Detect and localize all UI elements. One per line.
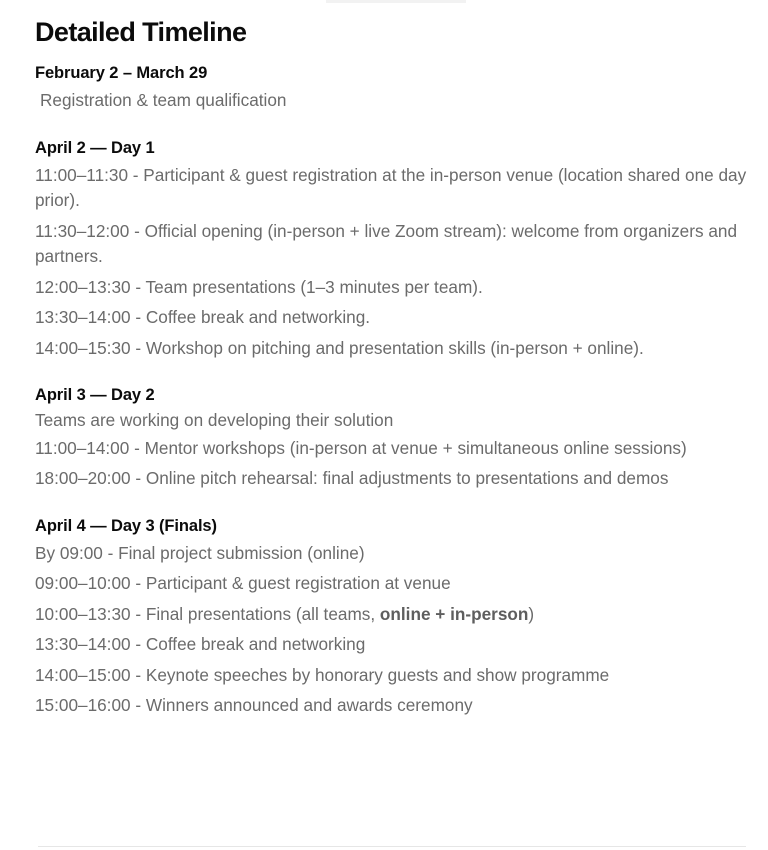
- day1-item: 13:30–14:00 - Coffee break and networking.: [35, 307, 371, 327]
- day2-heading: April 3 — Day 2: [35, 386, 155, 404]
- day1-item: 11:30–12:00 - Official opening (in-person + live Zoom stream): welcome from organizers and partners.: [35, 220, 738, 266]
- day1-heading: April 2 — Day 1: [35, 138, 155, 157]
- top-divider: [326, 0, 466, 3]
- day1-item: 12:00–13:30 - Team presentations (1–3 minutes per team).: [35, 276, 483, 297]
- day3-item: 14:00–15:00 - Keynote speeches by honorary guests and show programme: [35, 664, 610, 685]
- day2-item: 11:00–14:00 - Mentor workshops (in-person at venue + simultaneous online sessions): [35, 437, 687, 458]
- day3-item: 09:00–10:00 - Participant & guest registration at venue: [35, 573, 451, 593]
- day1-item: 14:00–15:30 - Workshop on pitching and presentation skills (in-person + online).: [35, 337, 644, 358]
- bottom-divider: [38, 846, 746, 847]
- day1-section: [35, 137, 750, 365]
- day3-item: 13:30–14:00 - Coffee break and networking: [35, 634, 366, 654]
- registration-text: Registration & team qualification: [40, 90, 287, 110]
- day2-intro: Teams are working on developing their solution: [35, 410, 394, 430]
- day3-section: [35, 515, 750, 722]
- registration-section: [35, 62, 750, 117]
- day2-item: 18:00–20:00 - Online pitch rehearsal: final adjustments to presentations and demos: [35, 468, 669, 488]
- final-presentations-suffix: ): [528, 603, 535, 624]
- day3-item: By 09:00 - Final project submission (online): [35, 542, 365, 563]
- final-presentations-emphasis: online + in-person: [379, 603, 529, 624]
- day1-item: 11:00–11:30 - Participant & guest registration at the in-person venue (location shared one day prior).: [35, 164, 747, 210]
- day3-item: 15:00–16:00 - Winners announced and awards ceremony: [35, 695, 473, 715]
- day3-heading: April 4 — Day 3 (Finals): [35, 516, 217, 535]
- timeline-content: [35, 14, 750, 722]
- page-title: Detailed Timeline: [35, 17, 247, 47]
- day2-section: [35, 384, 750, 495]
- registration-heading: February 2 – March 29: [35, 64, 208, 82]
- day3-final-presentations: [35, 600, 750, 631]
- final-presentations-prefix: 10:00–13:30 - Final presentations (all teams,: [35, 603, 380, 624]
